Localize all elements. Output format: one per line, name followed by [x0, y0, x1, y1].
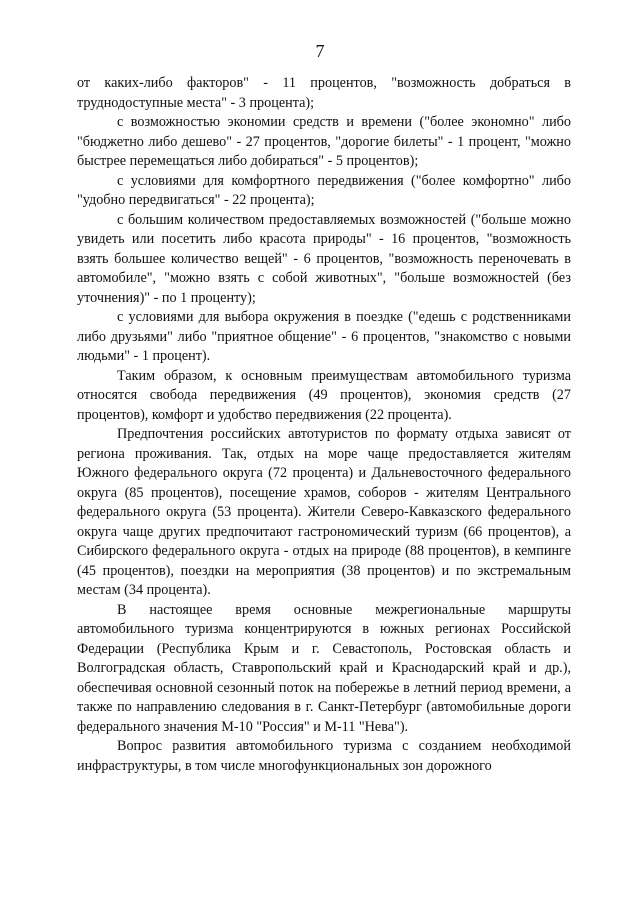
paragraph: с условиями для комфортного передвижения ("более комфортно" либо "удобно передвигаться" - 22 процента); [77, 172, 571, 208]
paragraph: с условиями для выбора окружения в поездке ("едешь с родственниками либо друзьями" либо "приятное общение" - 6 процентов, "знакомство с новыми людьми" - 1 процент). [77, 309, 571, 364]
paragraph: В настоящее время основные межрегиональные маршруты автомобильного туризма концентрируются в южных регионах Российской Федерации (Республика Крым и г. Севастополь, Ростовская область и Волгоградская область, Ставропольский край и Краснодарский край и др.), обеспечивая основной сезонный поток на побережье в летний период времени, а также по направлению следования в г. Санкт-Петербург (автомобильные дороги федерального значения М-10 "Россия" и М-11 "Нева"). [77, 601, 571, 735]
document-body [77, 74, 571, 776]
paragraph: с большим количеством предоставляемых возможностей ("больше можно увидеть или посетить либо красота природы" - 16 процентов, "возможность взять большее количество вещей" - 6 процентов, "возможность переночевать в автомобиле", "можно взять с собой животных", "больше возможностей (без уточнения)" - по 1 проценту); [77, 211, 571, 306]
paragraph: от каких-либо факторов" - 11 процентов, "возможность добраться в труднодоступные места" - 3 процента); [77, 75, 571, 111]
page-number: 7 [315, 41, 325, 61]
paragraph: Вопрос развития автомобильного туризма с созданием необходимой инфраструктуры, в том числе многофункциональных зон дорожного [77, 738, 571, 774]
paragraph: с возможностью экономии средств и времени ("более экономно" либо "бюджетно либо дешево" - 27 процентов, "дорогие билеты" - 1 процент, "можно быстрее перемещаться либо добираться" - 5 процентов); [77, 114, 571, 169]
paragraph: Предпочтения российских автотуристов по формату отдыха зависят от региона проживания. Так, отдых на море чаще предоставляется жителям Южного федерального округа (72 процента) и Дальневосточного федерального округа (85 процентов), посещение храмов, соборов - жителям Центрального федерального округа (53 процента). Жители Северо-Кавказского федерального округа чаще других предпочитают гастрономический туризм (66 процентов), а Сибирского федерального округа - отдых на природе (88 процентов), в кемпинге (45 процентов), поездки на мероприятия (38 процентов) и по экстремальным местам (34 процента). [77, 426, 571, 598]
paragraph: Таким образом, к основным преимуществам автомобильного туризма относятся свобода передвижения (49 процентов), экономия средств (27 процентов), комфорт и удобство передвижения (22 процента). [77, 367, 571, 423]
